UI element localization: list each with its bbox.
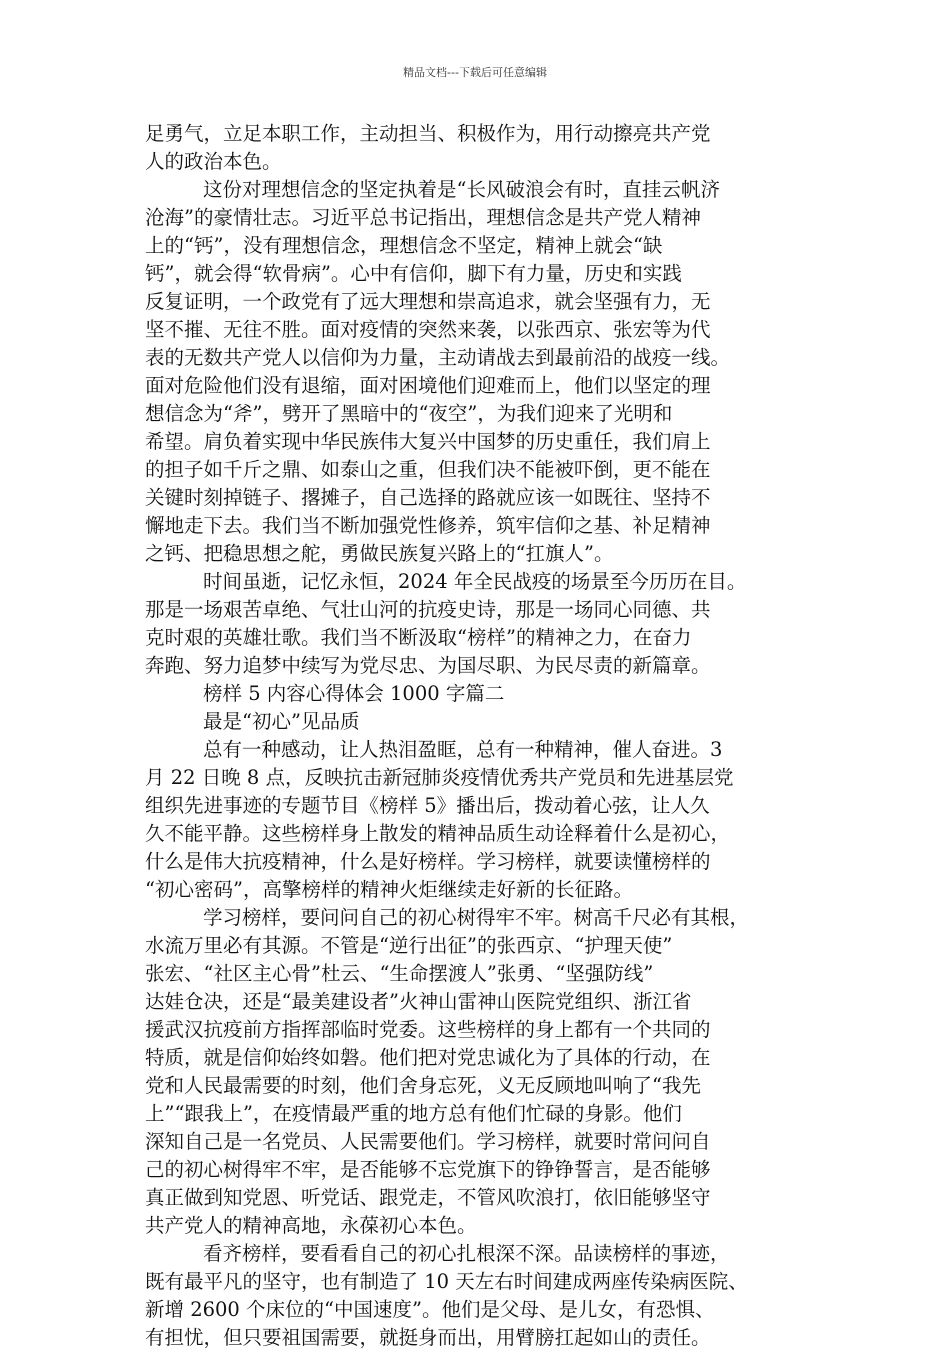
text-line: 足勇气，立足本职工作，主动担当、积极作为，用行动擦亮共产党 — [145, 122, 711, 145]
text-line: 奔跑、努力追梦中续写为党尽忠、为国尽职、为民尽责的新篇章。 — [145, 654, 711, 677]
text-line: 面对危险他们没有退缩，面对困境他们迎难而上，他们以坚定的理 — [145, 374, 711, 397]
text-line: 己的初心树得牢不牢，是否能够不忘党旗下的铮铮誓言，是否能够 — [145, 1158, 711, 1181]
text-line: 看齐榜样，要看看自己的初心扎根深不深。品读榜样的事迹， — [203, 1242, 730, 1265]
text-line: 那是一场艰苦卓绝、气壮山河的抗疫史诗，那是一场同心同德、共 — [145, 598, 711, 621]
text-line: 深知自己是一名党员、人民需要他们。学习榜样，就要时常问问自 — [145, 1130, 711, 1153]
text-line: 克时艰的英雄壮歌。我们当不断汲取“榜样”的精神之力，在奋力 — [145, 626, 692, 649]
page-header: 精品文档---下载后可任意编辑 — [403, 66, 547, 79]
text-line: 坚不摧、无往不胜。面对疫情的突然来袭，以张西京、张宏等为代 — [145, 318, 711, 341]
text-line: 的担子如千斤之鼎、如泰山之重，但我们决不能被吓倒，更不能在 — [145, 458, 711, 481]
text-line: 月 22 日晚 8 点，反映抗击新冠肺炎疫情优秀共产党员和先进基层党 — [145, 766, 734, 789]
text-line: 之钙、把稳思想之舵，勇做民族复兴路上的“扛旗人”。 — [145, 542, 614, 565]
text-line: 党和人民最需要的时刻，他们舍身忘死，义无反顾地叫响了“我先 — [145, 1074, 701, 1097]
text-line: 钙”，就会得“软骨病”。心中有信仰，脚下有力量，历史和实践 — [145, 262, 682, 285]
text-line: 张宏、“社区主心骨”杜云、“生命摆渡人”张勇、“坚强防线” — [145, 962, 654, 985]
text-line: 什么是伟大抗疫精神，什么是好榜样。学习榜样，就要读懂榜样的 — [145, 850, 711, 873]
text-line: 关键时刻掉链子、撂摊子，自己选择的路就应该一如既往、坚持不 — [145, 486, 711, 509]
text-line: 上的“钙”，没有理想信念，理想信念不坚定，精神上就会“缺 — [145, 234, 663, 257]
text-line: 反复证明，一个政党有了远大理想和崇高追求，就会坚强有力，无 — [145, 290, 711, 313]
text-line: 久不能平静。这些榜样身上散发的精神品质生动诠释着什么是初心， — [145, 822, 731, 845]
text-line: 既有最平凡的坚守，也有制造了 10 天左右时间建成两座传染病医院、 — [145, 1270, 748, 1293]
text-line: 有担忧，但只要祖国需要，就挺身而出，用臂膀扛起如山的责任。 — [145, 1326, 711, 1349]
text-line: 学习榜样，要问问自己的初心树得牢不牢。树高千尺必有其根， — [203, 906, 750, 929]
text-line: 达娃仓决，还是“最美建设者”火神山雷神山医院党组织、浙江省 — [145, 990, 692, 1013]
text-line: 懈地走下去。我们当不断加强党性修养，筑牢信仰之基、补足精神 — [145, 514, 711, 537]
document-body — [145, 120, 807, 1352]
text-line: 最是“初心”见品质 — [203, 710, 360, 733]
text-line: 这份对理想信念的坚定执着是“长风破浪会有时，直挂云帆济 — [203, 178, 720, 201]
text-line: 总有一种感动，让人热泪盈眶，总有一种精神，催人奋进。3 — [203, 738, 723, 761]
text-line: 水流万里必有其源。不管是“逆行出征”的张西京、“护理天使” — [145, 934, 673, 957]
text-line: 时间虽逝，记忆永恒，2024 年全民战疫的场景至今历历在目。 — [203, 570, 747, 593]
text-line: 共产党人的精神高地，永葆初心本色。 — [145, 1214, 477, 1237]
text-line: 表的无数共产党人以信仰为力量，主动请战去到最前沿的战疫一线。 — [145, 346, 731, 369]
text-line: 组织先进事迹的专题节目《榜样 5》播出后，拨动着心弦，让人久 — [145, 794, 710, 817]
text-line: “初心密码”，高擎榜样的精神火炬继续走好新的长征路。 — [145, 878, 633, 901]
text-line: 想信念为“斧”，劈开了黑暗中的“夜空”，为我们迎来了光明和 — [145, 402, 673, 425]
text-line: 希望。肩负着实现中华民族伟大复兴中国梦的历史重任，我们肩上 — [145, 430, 711, 453]
text-line: 新增 2600 个床位的“中国速度”。他们是父母、是儿女，有恐惧、 — [145, 1298, 715, 1321]
text-line: 援武汉抗疫前方指挥部临时党委。这些榜样的身上都有一个共同的 — [145, 1018, 711, 1041]
text-line: 真正做到知党恩、听党话、跟党走，不管风吹浪打，依旧能够坚守 — [145, 1186, 711, 1209]
text-line: 榜样 5 内容心得体会 1000 字篇二 — [203, 682, 505, 705]
text-line: 上”“跟我上”，在疫情最严重的地方总有他们忙碌的身影。他们 — [145, 1102, 682, 1125]
text-line: 沧海”的豪情壮志。习近平总书记指出，理想信念是共产党人精神 — [145, 206, 701, 229]
text-line: 特质，就是信仰始终如磐。他们把对党忠诚化为了具体的行动，在 — [145, 1046, 711, 1069]
text-line: 人的政治本色。 — [145, 150, 282, 173]
